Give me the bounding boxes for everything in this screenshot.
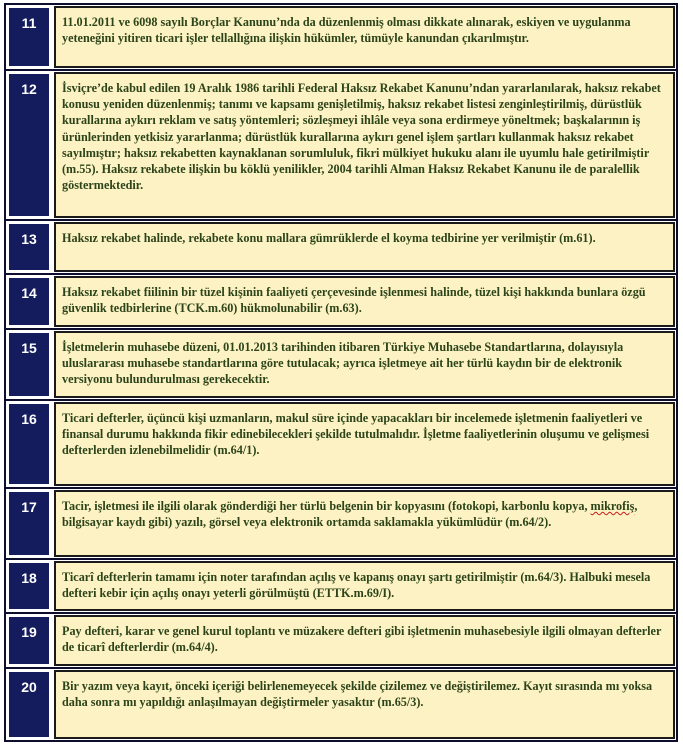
row-number: 11: [7, 6, 51, 68]
row-number: 17: [7, 490, 51, 557]
row-text: Ticarî defterlerin tamamı için noter tarafından açılış ve kapanış onayı şartı getirilmiştir (m.64/3). Halbuki mesela defteri kebir için açılış onayı yeterli görülmüştü (ETTK.m.69/I).: [54, 561, 675, 611]
row-text: [54, 490, 675, 557]
table-row: [6, 560, 676, 614]
row-text-part: Tacir, işletmesi ile ilgili olarak gönderdiği her türlü belgenin bir kopyasını (fotokopi, karbonlu kopya,: [62, 499, 591, 513]
table-row: [6, 221, 676, 275]
row-number: 12: [7, 72, 51, 218]
table-row: [6, 614, 676, 669]
table-row: [6, 401, 676, 489]
row-number: 16: [7, 402, 51, 486]
row-number: 20: [7, 670, 51, 739]
provisions-table: [4, 3, 678, 742]
spellcheck-flagged-word: mikrofiş: [590, 499, 635, 513]
table-row: [6, 330, 676, 401]
row-number: 13: [7, 222, 51, 272]
row-text: İşletmelerin muhasebe düzeni, 01.01.2013 tarihinden itibaren Türkiye Muhasebe Standartlarına, dolayısıyla uluslararası muhasebe standartlarına göre tutulacak; ayrıca işletmeye ait her türlü kaydın bir de elektronik versiyonu bulundurulması gerekecektir.: [54, 331, 675, 398]
row-text: Ticari defterler, üçüncü kişi uzmanların, makul süre içinde yapacakları bir incelemede işletmenin faaliyetleri ve finansal durumu hakkında fikir edinebilecekleri şekilde tutulmalıdır. İşletme faaliyetlerinin oluşumu ve gelişmesi defterlerden izlenebilmelidir (m.64/1).: [54, 402, 675, 486]
row-number: 18: [7, 561, 51, 611]
table-row: [6, 5, 676, 71]
row-number: 19: [7, 615, 51, 666]
table-row: [6, 275, 676, 330]
row-text: Haksız rekabet halinde, rekabete konu mallara gümrüklerde el koyma tedbirine yer verilmiştir (m.61).: [54, 222, 675, 272]
row-text: İsviçre’de kabul edilen 19 Aralık 1986 tarihli Federal Haksız Rekabet Kanunu’ndan yararlanılarak, haksız rekabet konusu yeniden düzenlenmiş; tanımı ve kapsamı genişletilmiş, haksız rekabet listesi zenginleştirilmiş, dürüstlük kurallarına aykırı reklam ve satış yöntemleri; sözleşmeyi ihlâle veya sona erdirmeye yöneltmek; başkalarının iş ürünlerinden yetkisiz yararlanma; dürüstlük kurallarına aykırı genel işlem şartları kullanmak haksız rekabet sayılmıştır; haksız rekabetten kaynaklanan sorumluluk, fikri mülkiyet hukuku alanı ile uyumlu hale getirilmiştir (m.55). Haksız rekabete ilişkin bu köklü yenilikler, 2004 tarihli Alman Haksız Rekabet Kanunu ile de paralellik göstermektedir.: [54, 72, 675, 218]
row-text: 11.01.2011 ve 6098 sayılı Borçlar Kanunu’nda da düzenlenmiş olması dikkate alınarak, eskiyen ve uygulanma yeteneğini yitiren ticari işler tellallığına ilişkin hükümler, tümüyle kanundan çıkarılmıştır.: [54, 6, 675, 68]
row-text-part: , bilgisayar kaydı gibi) yazılı, görsel veya elektronik ortamda saklamakla yükümlüdür (m.64/2).: [62, 499, 638, 530]
row-text: Pay defteri, karar ve genel kurul toplantı ve müzakere defteri gibi işletmenin muhasebesiyle ilgili olmayan defterler de ticarî defterlerdir (m.64/4).: [54, 615, 675, 666]
table-row: [6, 489, 676, 560]
table-row: [6, 669, 676, 740]
table-row: [6, 71, 676, 221]
row-number: 14: [7, 276, 51, 327]
row-text: Bir yazım veya kayıt, önceki içeriği belirlenemeyecek şekilde çizilemez ve değiştirilemez. Kayıt sırasında mı yoksa daha sonra mı yapıldığı anlaşılmayan değiştirmeler yasaktır (m.65/3).: [54, 670, 675, 739]
row-number: 15: [7, 331, 51, 398]
row-text: Haksız rekabet fiilinin bir tüzel kişinin faaliyeti çerçevesinde işlenmesi halinde, tüzel kişi hakkında bunlara özgü güvenlik tedbirlerine (TCK.m.60) hükmolunabilir (m.63).: [54, 276, 675, 327]
